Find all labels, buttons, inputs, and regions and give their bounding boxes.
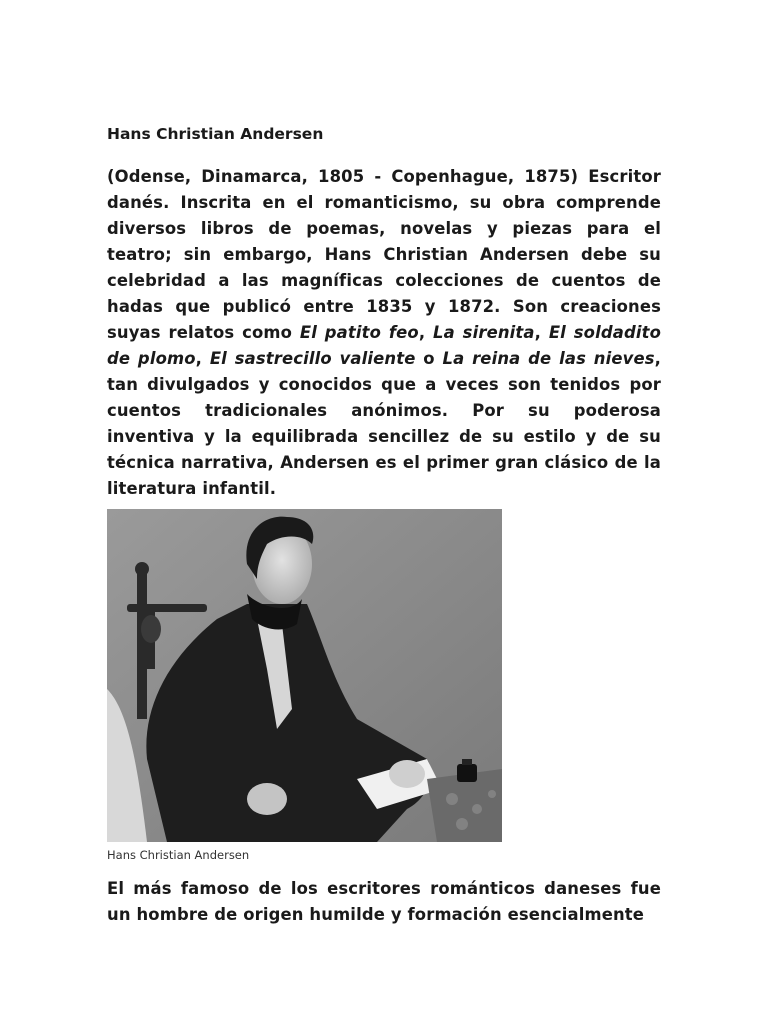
paragraph-text: (Odense, Dinamarca, 1805 - Copenhague, 1875) Escritor danés. Inscrita en el romanticismo, su obra comprende diversos libros de poemas, novelas y piezas para el teatro; sin embargo, Hans Christian Andersen debe su celebridad a las magníficas colecciones de cuentos de hadas que publicó entre 1835 y 1872. Son creaciones suyas relatos como	[107, 167, 661, 342]
biography-paragraph	[107, 164, 661, 502]
separator: o	[415, 349, 443, 368]
work-title-sastrecillo: El sastrecillo valiente	[209, 349, 416, 368]
separator: ,	[418, 323, 434, 342]
work-title-soldadito: El soldadito de plomo	[107, 323, 661, 368]
separator: ,	[534, 323, 549, 342]
separator: ,	[195, 349, 210, 368]
work-title-sirenita: La sirenita	[433, 323, 535, 342]
portrait-photo	[107, 509, 502, 842]
work-title-patito-feo: El patito feo	[299, 323, 419, 342]
work-title-reina-nieves: La reina de las nieves	[442, 349, 655, 368]
second-paragraph: El más famoso de los escritores románticos daneses fue un hombre de origen humilde y formación esencialmente	[107, 879, 661, 924]
document-title: Hans Christian Andersen	[107, 125, 324, 143]
figure-caption: Hans Christian Andersen	[107, 848, 250, 862]
paragraph-text: , tan divulgados y conocidos que a veces son tenidos por cuentos tradicionales anónimos. Por su poderosa inventiva y la equilibrada sencillez de su estilo y de su técnica narrativa, Andersen es el primer gran clásico de la literatura infantil.	[107, 349, 662, 498]
